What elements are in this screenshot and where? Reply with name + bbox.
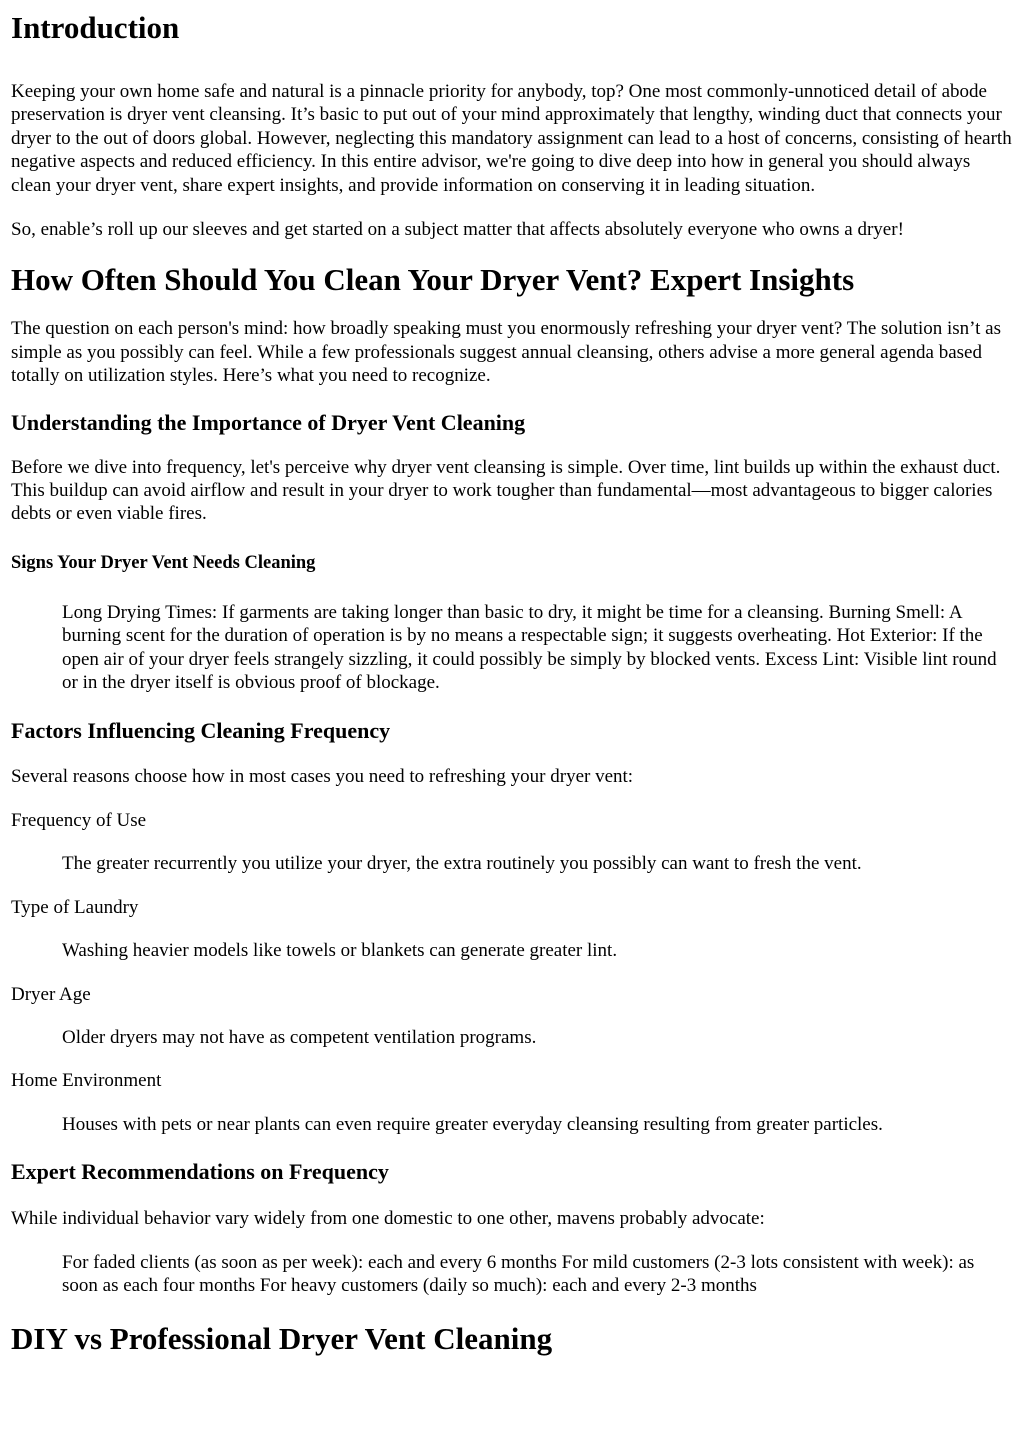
factor-description: Washing heavier models like towels or blankets can generate greater lint. [62, 940, 618, 962]
intro-paragraph-2: So, enable’s roll up our sleeves and get started on a subject matter that affects absolutely everyone who owns a dryer! [11, 219, 904, 241]
heading-signs: Signs Your Dryer Vent Needs Cleaning [11, 552, 316, 573]
factor-term: Dryer Age [11, 983, 91, 1005]
factor-term: Frequency of Use [11, 809, 147, 831]
factor-description: Houses with pets or near plants can even require greater everyday cleansing resulting from greater particles. [62, 1113, 883, 1135]
factor-description: The greater recurrently you utilize your dryer, the extra routinely you possibly can want to fresh the vent. [62, 853, 862, 875]
how-often-paragraph: The question on each person's mind: how broadly speaking must you enormously refreshing your dryer vent? The solution isn’t as simple as you possibly can feel. While a few professionals suggest annual cleansing, others advise a more general agenda based totally on utilization styles. Here’s what you need to recognize. [11, 318, 1002, 387]
heading-factors: Factors Influencing Cleaning Frequency [11, 717, 391, 743]
factor-description: Older dryers may not have as competent ventilation programs. [62, 1026, 537, 1048]
heading-introduction: Introduction [11, 10, 180, 45]
heading-importance: Understanding the Importance of Dryer Vent Cleaning [11, 409, 526, 435]
heading-diy-vs-professional: DIY vs Professional Dryer Vent Cleaning [11, 1321, 553, 1357]
intro-paragraph-1: Keeping your own home safe and natural is a pinnacle priority for anybody, top? One most commonly-unnoticed detail of abode preservation is dryer vent cleansing. It’s basic to put out of your mind approximately that lengthy, winding duct that connects your dryer to the out of doors global. However, neglecting this mandatory assignment can lead to a host of concerns, consisting of hearth negative aspects and reduced efficiency. In this entire advisor, we're going to dive deep into how in general you should always clean your dryer vent, share expert insights, and provide information on conserving it in leading situation. [11, 81, 1012, 196]
importance-paragraph: Before we dive into frequency, let's perceive why dryer vent cleansing is simple. Over time, lint builds up within the exhaust duct. This buildup can avoid airflow and result in your dryer to work tougher than fundamental—most advantageous to bigger calories debts or even viable fires. [11, 456, 1001, 525]
factor-term: Type of Laundry [11, 896, 139, 918]
expert-intro: While individual behavior vary widely from one domestic to one other, mavens probably advocate: [11, 1208, 765, 1230]
heading-expert-recommendations: Expert Recommendations on Frequency [11, 1159, 389, 1185]
signs-list: Long Drying Times: If garments are taking longer than basic to dry, it might be time for a cleansing. Burning Smell: A burning scent for the duration of operation is by no means a respectable sign; it suggests overheating. Hot Exterior: If the open air of your dryer feels strangely sizzling, it could possibly be simply by blocked vents. Excess Lint: Visible lint round or in the dryer itself is obvious proof of blockage. [62, 601, 997, 694]
factor-term: Home Environment [11, 1070, 162, 1092]
factors-intro: Several reasons choose how in most cases you need to refreshing your dryer vent: [11, 765, 634, 787]
heading-how-often: How Often Should You Clean Your Dryer Vent? Expert Insights [11, 262, 855, 298]
expert-recommendations-list: For faded clients (as soon as per week): each and every 6 months For mild customers (2-3 lots consistent with week): as soon as each four months For heavy customers (daily so much): each and every 2-3 months [62, 1251, 975, 1296]
